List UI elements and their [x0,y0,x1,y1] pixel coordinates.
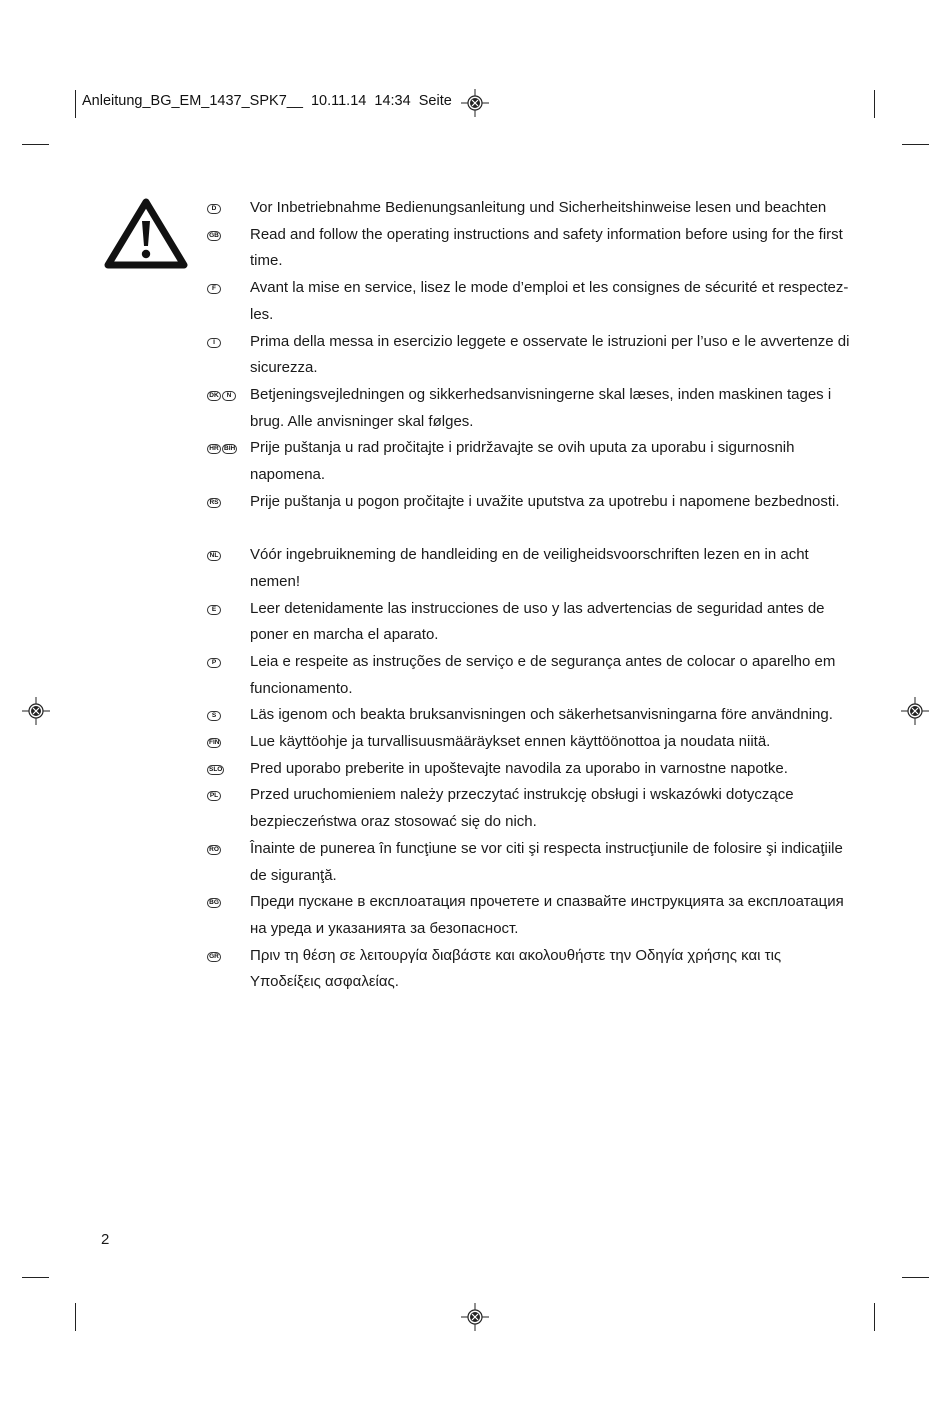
instruction-row [0,649,950,702]
language-code-badges [207,391,236,403]
language-code-badges [207,658,221,670]
language-code-badges [207,444,237,456]
instruction-text: Prije puštanja u pogon pročitajte i uvažite uputstva za upotrebu i napomene bezbednosti. [250,492,840,510]
crop-mark-top-right [874,90,875,118]
instruction-text: Läs igenom och beakta bruksanvisningen och säkerhetsanvisningarna före användning. [250,706,833,724]
language-code-badges [207,765,224,777]
language-code-badge: P [207,658,221,668]
instruction-row [0,782,950,835]
language-code-badge: F [207,284,221,294]
language-code-badges [207,791,221,803]
print-slug-header [82,93,452,109]
language-code-badge: GR [207,952,221,962]
language-code-badge: FIN [209,739,220,746]
instruction-text: Vóór ingebruikneming de handleiding en de veiligheidsvoorschriften lezen en in acht nemen! [250,546,809,590]
language-code-badges [207,284,221,296]
language-code-badges [207,204,221,216]
instruction-row [0,382,950,435]
instruction-row [0,489,950,542]
slug-page-label: Seite [418,93,452,109]
language-code-badge: BG [207,898,221,908]
language-code-badge: I [207,338,221,348]
language-code-badges [207,711,221,723]
language-code-badge: DK [207,391,221,401]
instruction-text: Vor Inbetriebnahme Bedienungsanleitung und Sicherheitshinweise lesen und beachten [250,199,827,216]
language-code-badge: BIH [224,445,236,453]
instruction-text: Lue käyttöohje ja turvallisuusmääräykset ennen käyttöönottoa ja noudata niitä. [250,733,771,750]
crop-mark-bottom-left [75,1303,76,1331]
language-code-badge: SLO [209,765,223,773]
language-code-badge: PL [207,791,221,801]
instruction-text: Betjeningsvejledningen og sikkerhedsanvisningerne skal læses, inden maskinen tages i brug. Alle anvisninger skal følges. [250,385,832,430]
instruction-text: Înainte de punerea în funcţiune se vor citi şi respecta instrucţiunile de folosire şi indicaţiile de siguranţă. [250,839,843,884]
instruction-text: Pred uporabo preberite in upoštevajte navodila za uporabo in varnostne napotke. [250,759,788,777]
slug-filename: Anleitung_BG_EM_1437_SPK7__ [82,93,303,109]
instruction-text: Преди пускане в експлоатация прочетете и спазвайте инструкцията за експлоатация на уреда и указанията за безопасност. [250,893,844,937]
instruction-text: Prije puštanja u rad pročitajte i pridržavajte se ovih uputa za uporabu i sigurnosnih napomena. [250,439,795,483]
instruction-row [0,222,950,275]
slug-time: 14:34 [374,93,411,109]
language-code-badges [207,898,221,910]
language-code-badge: HR [207,444,221,454]
language-code-badges [207,498,221,510]
language-code-badge: NL [207,551,221,561]
language-code-badge: S [207,711,221,721]
crop-mark-left-lower [22,1277,49,1278]
language-code-badge: RO [207,845,221,855]
crop-mark-right-lower [902,1277,929,1278]
instruction-row [0,275,950,328]
instruction-row [0,836,950,889]
instruction-row [0,542,950,595]
page-number: 2 [101,1231,110,1248]
instruction-row [0,435,950,488]
instruction-text: Prima della messa in esercizio leggete e osservate le istruzioni per l’uso e le avvertenze di sicurezza. [250,332,850,377]
instruction-row [0,889,950,942]
instruction-text: Πριν τη θέση σε λειτουργία διαβάστε και ακολουθήστε την Οδηγία χρήσης και τις Υποδείξεις ασφαλείας. [250,946,782,991]
language-code-badge: N [222,391,236,401]
instruction-row [0,596,950,649]
language-code-badge: E [207,605,221,615]
language-code-badge: RS [207,498,221,508]
instruction-text: Przed uruchomieniem należy przeczytać instrukcję obsługi i wskazówki dotyczące bezpieczeństwa oraz stosować się do nich. [250,786,794,831]
crop-mark-top-left [75,90,76,118]
language-code-badges [207,338,221,350]
language-code-badges [207,952,221,964]
language-code-badges [207,738,221,750]
crop-mark-bottom-right [874,1303,875,1331]
instruction-text: Avant la mise en service, lisez le mode d’emploi et les consignes de sécurité et respectez-les. [250,279,849,323]
instruction-text: Leer detenidamente las instrucciones de uso y las advertencias de seguridad antes de poner en marcha el aparato. [250,599,825,644]
registration-mark-top [461,89,489,117]
instruction-row [0,943,950,996]
instruction-row [0,702,950,729]
instruction-text: Read and follow the operating instructions and safety information before using for the first time. [250,225,843,270]
registration-mark-bottom [461,1303,489,1331]
instruction-row [0,756,950,783]
crop-mark-right-upper [902,144,929,145]
language-code-badges [207,231,221,243]
instruction-row [0,729,950,756]
language-code-badges [207,845,221,857]
instruction-row [0,195,950,222]
language-code-badge: GB [207,231,221,241]
slug-date: 10.11.14 [310,93,367,109]
language-code-badges [207,605,221,617]
instruction-row [0,329,950,382]
instruction-text: Leia e respeite as instruções de serviço e de segurança antes de colocar o aparelho em funcionamento. [250,652,836,697]
language-code-badge: D [207,204,221,214]
language-code-badges [207,551,221,563]
crop-mark-left-upper [22,144,49,145]
